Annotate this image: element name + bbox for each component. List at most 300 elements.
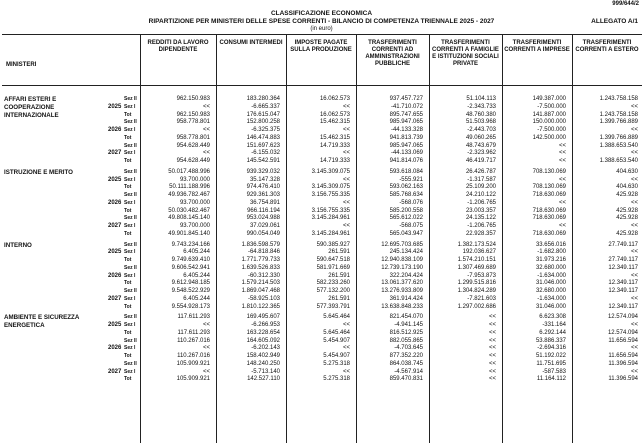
table-row — [0, 330, 643, 338]
table-cell: 1.307.469.689 — [457, 264, 496, 271]
table-cell: << — [342, 322, 350, 328]
table-cell: 12.349.117 — [608, 264, 638, 271]
year-label: 2026 — [108, 345, 122, 352]
table-cell: 5.645.464 — [323, 314, 350, 321]
table-cell: << — [630, 127, 638, 133]
table-cell: 958.778.801 — [176, 134, 210, 141]
table-cell: 6.405.244 — [183, 272, 210, 279]
table-cell: 962.150.983 — [176, 96, 210, 102]
table-cell: 13.276.933.809 — [381, 288, 423, 294]
table-cell: << — [342, 103, 350, 110]
table-cell: 50.017.488.996 — [168, 168, 210, 175]
year-label: 2027 — [108, 295, 122, 302]
section-label: Sez II — [124, 241, 137, 248]
table-cell: -568.076 — [399, 199, 423, 206]
table-cell: << — [202, 103, 210, 110]
table-cell: 3.145.309.075 — [311, 184, 350, 191]
section-label: Tot — [124, 207, 132, 214]
table-cell: 27.749.117 — [608, 241, 638, 248]
table-cell: 36.754.891 — [249, 199, 280, 206]
table-cell: 49.808.145.140 — [168, 215, 210, 222]
table-cell: 261.591 — [328, 249, 350, 256]
table-cell: 3.145.309.075 — [311, 168, 350, 175]
table-cell: 582.233.260 — [316, 280, 350, 287]
table-cell: 12.940.838.109 — [381, 257, 423, 263]
section-label: Sez II — [124, 168, 137, 175]
table-cell: 708.130.069 — [532, 184, 566, 191]
table-cell: << — [630, 150, 638, 157]
table-cell: 1.399.766.889 — [599, 134, 638, 141]
table-cell: << — [202, 127, 210, 133]
table-cell: 9.548.522.929 — [171, 288, 210, 294]
table-cell: -2.343.733 — [467, 103, 496, 110]
table-cell: 708.130.069 — [532, 168, 566, 175]
table-cell: 581.971.669 — [316, 264, 350, 271]
table-cell: 16.062.573 — [319, 111, 350, 118]
table-cell: 1.297.002.686 — [457, 303, 496, 310]
table-cell: 937.457.727 — [389, 96, 423, 102]
table-cell: << — [342, 223, 350, 229]
table-cell: 11.656.594 — [608, 353, 638, 359]
table-cell: -7.500.000 — [537, 103, 566, 110]
table-cell: 32.680.000 — [535, 288, 566, 294]
table-cell: 1.399.766.889 — [599, 119, 638, 126]
table-cell: 3.156.755.335 — [311, 207, 350, 214]
table-cell: 145.542.591 — [246, 158, 280, 164]
ministry-name: INTERNAZIONALE — [4, 111, 59, 119]
ministry-spacer — [0, 384, 643, 387]
table-cell: 577.393.791 — [316, 303, 350, 310]
year-label: 2025 — [108, 176, 122, 183]
column-header-trasf-estero: TRASFERIMENTI CORRENTI A ESTERO — [575, 40, 639, 53]
table-cell: 142.500.000 — [532, 134, 566, 141]
column-header-redditi: REDDITI DA LAVORO DIPENDENTE — [147, 40, 209, 53]
table-cell: 966.116.194 — [247, 207, 280, 214]
table-cell: 953.024.988 — [246, 215, 280, 222]
table-cell: -4.567.914 — [394, 368, 423, 375]
table-cell: -587.583 — [542, 368, 566, 375]
table-cell: 93.700.000 — [179, 176, 210, 183]
section-label: Sez II — [124, 288, 137, 294]
table-cell: 821.454.070 — [389, 314, 423, 321]
table-cell: 23.003.357 — [465, 207, 496, 214]
table-cell: << — [630, 103, 638, 110]
section-label: Sez II — [124, 360, 137, 367]
table-cell: 864.038.745 — [389, 360, 423, 367]
table-cell: 12.349.117 — [608, 280, 638, 287]
table-cell: -6.665.337 — [251, 103, 280, 110]
table-row — [0, 184, 643, 192]
column-header-imposte: IMPOSTE PAGATE SULLA PRODUZIONE — [290, 40, 352, 53]
table-cell: 31.973.216 — [535, 257, 566, 263]
table-cell: 3.156.755.335 — [311, 192, 350, 198]
table-row — [0, 296, 643, 304]
table-cell: << — [488, 345, 496, 352]
table-cell: 585.768.634 — [389, 192, 423, 198]
section-label: Sez II — [124, 314, 137, 321]
table-cell: 31.046.000 — [535, 303, 566, 310]
table-cell: -6.266.953 — [251, 322, 280, 328]
table-cell: 718.630.069 — [532, 215, 566, 222]
table-cell: 425.928 — [616, 192, 638, 198]
section-label: Tot — [124, 230, 132, 237]
table-cell: -64.818.846 — [247, 249, 280, 256]
table-cell: 1.639.526.833 — [241, 264, 280, 271]
table-row — [0, 158, 643, 166]
section-label: Sez II — [124, 96, 137, 102]
table-cell: 1.810.122.365 — [241, 303, 280, 310]
table-row — [0, 192, 643, 200]
document-id: 999/644/2 — [612, 1, 639, 7]
table-cell: 3.145.284.961 — [311, 215, 350, 222]
section-label: Sez I — [124, 272, 136, 279]
section-label: Sez II — [124, 142, 137, 149]
table-cell: -1.682.800 — [537, 249, 566, 256]
table-cell: 3.145.284.961 — [311, 230, 350, 237]
table-cell: 15.462.315 — [319, 119, 350, 126]
table-cell: 954.628.449 — [176, 158, 210, 164]
table-cell: 577.132.200 — [316, 288, 350, 294]
table-row — [0, 119, 643, 127]
table-cell: 590.647.518 — [316, 257, 350, 263]
table-row — [0, 215, 643, 223]
table-cell: -2.323.962 — [467, 150, 496, 157]
table-cell: 5.275.318 — [323, 360, 350, 367]
table-cell: 5.454.907 — [323, 353, 350, 359]
table-cell: 9.554.928.173 — [171, 303, 210, 310]
table-row — [0, 361, 643, 369]
table-cell: 146.474.883 — [246, 134, 280, 141]
ministeri-header: MINISTERI — [6, 62, 37, 68]
table-cell: -2.694.316 — [537, 345, 566, 352]
table-cell: 565.043.947 — [389, 230, 423, 237]
table-cell: << — [488, 368, 496, 375]
table-cell: 5.275.318 — [323, 376, 350, 383]
table-row — [0, 169, 643, 177]
section-label: Sez II — [124, 119, 137, 126]
table-cell: << — [558, 199, 566, 206]
table-cell: << — [630, 176, 638, 183]
ministry-name: COOPERAZIONE — [4, 103, 55, 111]
table-cell: 929.361.303 — [246, 192, 280, 198]
table-cell: -6.202.143 — [251, 345, 280, 352]
table-row — [0, 143, 643, 151]
column-header-trasf-famiglie: TRASFERIMENTI CORRENTI A FAMIGLIE E ISTITUZIONI SOCIALI PRIVATE — [432, 40, 499, 67]
table-cell: 718.630.069 — [532, 192, 566, 198]
table-cell: 425.928 — [616, 215, 638, 222]
table-row — [0, 127, 643, 135]
table-cell: 176.615.047 — [246, 111, 280, 118]
table-row — [0, 273, 643, 281]
table-cell: << — [630, 295, 638, 302]
table-row — [0, 265, 643, 273]
table-row — [0, 104, 643, 112]
table-cell: 245.134.424 — [389, 249, 423, 256]
table-cell: -7.821.603 — [467, 295, 496, 302]
year-label: 2026 — [108, 199, 122, 206]
table-cell: -7.953.873 — [467, 272, 496, 279]
table-cell: -4.941.145 — [394, 322, 423, 328]
table-row — [0, 249, 643, 257]
table-cell: << — [630, 272, 638, 279]
table-cell: 593.062.163 — [389, 184, 423, 191]
table-row — [0, 223, 643, 231]
table-cell: 150.000.000 — [532, 119, 566, 126]
table-row — [0, 304, 643, 312]
table-cell: -4.703.645 — [394, 345, 423, 352]
table-cell: 13.638.848.233 — [381, 303, 423, 310]
table-cell: 33.656.016 — [535, 241, 566, 248]
section-label: Sez I — [124, 223, 136, 229]
table-cell: 26.426.787 — [465, 168, 496, 175]
table-cell: 958.778.801 — [176, 119, 210, 126]
table-cell: 110.267.016 — [177, 337, 210, 344]
table-cell: 50.030.482.467 — [168, 207, 210, 214]
table-cell: 1.243.758.158 — [599, 111, 638, 118]
table-cell: 105.909.921 — [176, 360, 210, 367]
table-row — [0, 314, 643, 322]
table-cell: 404.630 — [616, 184, 638, 191]
section-label: Sez I — [124, 176, 136, 183]
table-cell: -6.155.032 — [251, 150, 280, 157]
table-row — [0, 369, 643, 377]
table-cell: 15.462.315 — [319, 134, 350, 141]
table-cell: 141.887.000 — [532, 111, 566, 118]
table-cell: << — [558, 150, 566, 157]
section-label: Tot — [124, 303, 132, 310]
table-cell: 22.928.357 — [465, 230, 496, 237]
table-cell: 117.611.293 — [177, 329, 210, 336]
year-label: 2027 — [108, 368, 122, 375]
ministry-name: ISTRUZIONE E MERITO — [4, 168, 73, 176]
table-cell: << — [488, 360, 496, 367]
table-cell: 816.512.925 — [389, 329, 423, 336]
table-row — [0, 280, 643, 288]
table-cell: 593.618.084 — [389, 168, 423, 175]
table-cell: 24.135.122 — [465, 215, 496, 222]
table-cell: 35.147.328 — [249, 176, 280, 183]
table-row — [0, 376, 643, 384]
year-label: 2027 — [108, 223, 122, 229]
table-cell: 142.527.110 — [247, 376, 280, 383]
table-cell: 53.886.337 — [535, 337, 566, 344]
table-cell: << — [202, 368, 210, 375]
section-label: Sez I — [124, 295, 136, 302]
table-cell: -60.312.330 — [247, 272, 280, 279]
table-cell: << — [488, 376, 496, 383]
table-cell: 12.739.173.190 — [381, 264, 423, 271]
table-cell: << — [488, 329, 496, 336]
section-label: Tot — [124, 376, 132, 383]
table-cell: 24.210.122 — [465, 192, 496, 198]
table-cell: 985.947.065 — [389, 142, 423, 149]
table-cell: 425.928 — [616, 207, 638, 214]
table-cell: << — [630, 368, 638, 375]
table-cell: 1.574.210.151 — [457, 257, 496, 263]
section-label: Sez I — [124, 345, 136, 352]
section-label: Sez I — [124, 199, 136, 206]
table-cell: 158.402.949 — [246, 353, 280, 359]
table-cell: 585.200.558 — [389, 207, 423, 214]
table-cell: 322.204.424 — [389, 272, 423, 279]
table-cell: -1.634.000 — [537, 272, 566, 279]
table-cell: << — [342, 150, 350, 157]
table-row — [0, 177, 643, 185]
section-label: Tot — [124, 111, 132, 118]
table-cell: 1.869.047.468 — [241, 288, 280, 294]
table-cell: -1.634.000 — [537, 295, 566, 302]
table-cell: 163.228.654 — [246, 329, 280, 336]
table-cell: << — [342, 199, 350, 206]
document-subtitle: RIPARTIZIONE PER MINISTERI DELLE SPESE CORRENTI - BILANCIO DI COMPETENZA TRIENNALE 2025 - 2027 — [148, 18, 495, 25]
column-header-trasf-imprese: TRASFERIMENTI CORRENTI A IMPRESE — [504, 40, 570, 53]
table-row — [0, 150, 643, 158]
table-cell: << — [630, 322, 638, 328]
table-cell: 46.419.717 — [465, 158, 496, 164]
table-cell: 50.111.188.996 — [169, 184, 210, 191]
table-cell: 12.574.094 — [607, 314, 638, 321]
table-cell: 6.623.308 — [539, 314, 566, 321]
table-cell: -1.317.587 — [467, 176, 496, 183]
table-cell: -5.713.140 — [251, 368, 280, 375]
table-cell: 1.579.214.503 — [241, 280, 280, 287]
table-row — [0, 338, 643, 346]
table-cell: 27.749.117 — [608, 257, 638, 263]
section-label: Tot — [124, 158, 132, 164]
table-cell: 1.836.598.579 — [241, 241, 280, 248]
table-cell: 151.697.623 — [246, 142, 280, 149]
table-cell: 48.743.679 — [465, 142, 496, 149]
year-label: 2026 — [108, 127, 122, 133]
table-cell: 9.612.948.185 — [171, 280, 210, 287]
column-header-trasf-amm-pubbliche: TRASFERIMENTI CORRENTI AD AMMINISTRAZIONI PUBBLICHE — [365, 40, 420, 67]
table-cell: 9.749.639.410 — [171, 257, 210, 263]
table-cell: 859.470.831 — [389, 376, 423, 383]
table-cell: -1.206.765 — [467, 223, 496, 229]
table-cell: -44.133.069 — [390, 150, 423, 157]
table-cell: 51.192.022 — [535, 353, 566, 359]
table-cell: << — [342, 368, 350, 375]
table-cell: 12.349.117 — [608, 288, 638, 294]
table-cell: 9.743.234.166 — [171, 241, 210, 248]
table-cell: 49.901.845.140 — [168, 230, 210, 237]
table-cell: 361.914.424 — [389, 295, 423, 302]
table-row — [0, 231, 643, 239]
table-cell: 1.771.779.733 — [241, 257, 280, 263]
year-label: 2025 — [108, 322, 122, 328]
table-row — [0, 135, 643, 143]
table-row — [0, 242, 643, 250]
table-row — [0, 208, 643, 216]
table-cell: 941.814.076 — [389, 158, 423, 164]
table-cell: 12.695.703.685 — [381, 241, 423, 248]
table-cell: 93.700.000 — [179, 199, 210, 206]
table-cell: << — [558, 223, 566, 229]
table-cell: -41.710.072 — [390, 103, 423, 110]
column-header-consumi: CONSUMI INTERMEDI — [219, 40, 283, 46]
table-row — [0, 345, 643, 353]
table-cell: 48.760.380 — [465, 111, 496, 118]
table-cell: 261.591 — [328, 272, 350, 279]
table-cell: 105.909.921 — [176, 376, 210, 383]
table-cell: 110.267.016 — [177, 353, 210, 359]
table-cell: 11.164.112 — [536, 376, 566, 383]
table-cell: 148.240.250 — [246, 360, 280, 367]
section-label: Tot — [124, 134, 132, 141]
section-label: Sez I — [124, 150, 136, 157]
section-label: Sez II — [124, 192, 137, 198]
table-cell: 1.304.824.289 — [457, 288, 496, 294]
table-cell: 169.495.607 — [246, 314, 280, 321]
section-label: Sez II — [124, 215, 137, 222]
table-cell: -2.443.703 — [467, 127, 496, 133]
table-cell: 6.292.144 — [539, 329, 566, 336]
table-cell: 6.405.244 — [183, 249, 210, 256]
section-label: Tot — [124, 280, 132, 287]
table-cell: << — [488, 353, 496, 359]
table-row — [0, 96, 643, 104]
table-cell: -7.500.000 — [537, 127, 566, 133]
table-cell: 11.656.594 — [608, 337, 638, 344]
allegato-label: ALLEGATO A/1 — [591, 18, 638, 25]
ministry-name: AMBIENTE E SICUREZZA — [4, 314, 80, 322]
table-cell: 941.813.739 — [389, 134, 423, 141]
table-cell: 152.800.258 — [246, 119, 280, 126]
table-cell: 49.060.265 — [465, 134, 496, 141]
table-cell: << — [558, 176, 566, 183]
document-title: CLASSIFICAZIONE ECONOMICA — [270, 10, 373, 17]
year-label: 2027 — [108, 150, 122, 157]
section-label: Tot — [124, 257, 132, 263]
table-body — [0, 96, 643, 387]
table-cell: 32.680.000 — [535, 264, 566, 271]
table-cell: 1.382.173.524 — [457, 241, 496, 248]
table-cell: << — [558, 158, 566, 164]
table-cell: << — [488, 337, 496, 344]
table-cell: 425.928 — [616, 230, 638, 237]
section-label: Tot — [124, 353, 132, 359]
table-header-border — [2, 85, 642, 86]
table-cell: 93.700.000 — [179, 223, 210, 229]
table-row — [0, 112, 643, 120]
table-cell: 1.388.653.540 — [599, 142, 638, 149]
year-label: 2026 — [108, 272, 122, 279]
table-cell: 939.329.032 — [246, 168, 280, 175]
section-label: Sez I — [124, 322, 136, 328]
table-cell: 6.405.244 — [183, 295, 210, 302]
table-cell: << — [202, 322, 210, 328]
table-cell: -331.164 — [542, 322, 566, 328]
table-cell: -6.325.375 — [251, 127, 280, 133]
table-row — [0, 200, 643, 208]
table-row — [0, 322, 643, 330]
table-cell: 192.036.627 — [462, 249, 496, 256]
table-cell: 404.630 — [616, 168, 638, 175]
table-cell: 37.029.061 — [249, 223, 280, 229]
table-cell: << — [342, 345, 350, 352]
table-cell: -44.133.328 — [390, 127, 423, 133]
table-cell: 14.719.333 — [319, 142, 350, 149]
table-cell: << — [488, 322, 496, 328]
table-cell: 51.104.113 — [466, 96, 496, 102]
table-cell: -568.075 — [399, 223, 423, 229]
year-label: 2025 — [108, 249, 122, 256]
table-cell: 12.349.117 — [608, 303, 638, 310]
unit-label: (in euro) — [310, 26, 333, 32]
section-label: Sez I — [124, 103, 136, 110]
table-cell: 11.396.594 — [608, 376, 638, 383]
table-cell: << — [630, 249, 638, 256]
